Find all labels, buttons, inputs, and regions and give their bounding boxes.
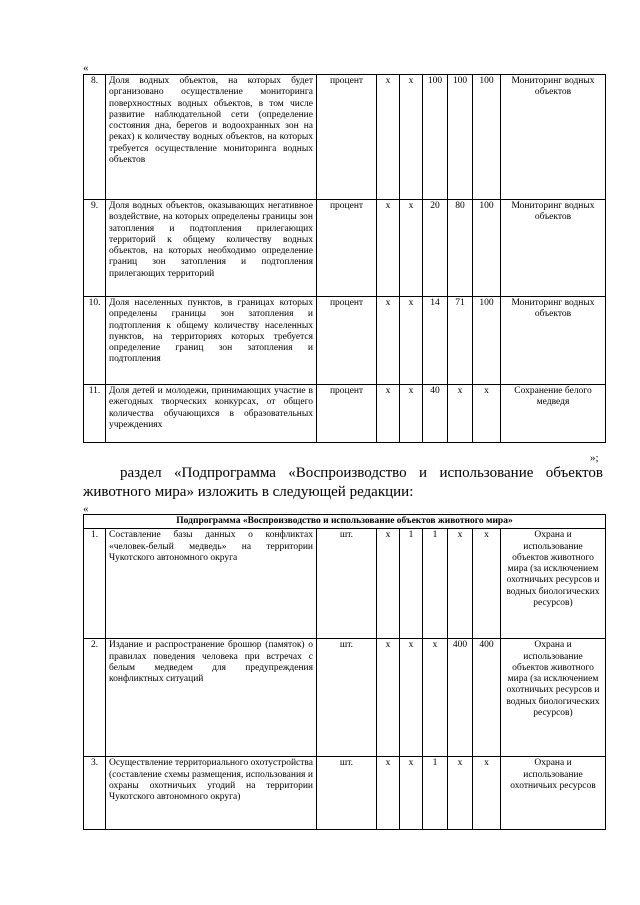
value-cell: х — [400, 757, 423, 830]
value-cell: 100 — [473, 200, 501, 297]
indicator-name: Издание и распространение брошюр (памяток) о правилах поведения человека при встречах с белым медведем для предупреждения конфликтных ситуаций — [106, 639, 317, 757]
event-cell: Мониторинг водных объектов — [501, 297, 606, 385]
value-cell: х — [377, 757, 400, 830]
value-cell: х — [400, 75, 423, 200]
row-number: 11. — [84, 385, 106, 443]
value-cell: х — [400, 297, 423, 385]
value-cell: 14 — [423, 297, 448, 385]
row-number: 10. — [84, 297, 106, 385]
value-cell: 100 — [423, 75, 448, 200]
value-cell: х — [377, 200, 400, 297]
value-cell: 1 — [400, 529, 423, 639]
value-cell: х — [377, 529, 400, 639]
unit-cell: процент — [317, 297, 377, 385]
value-cell: х — [400, 385, 423, 443]
unit-cell: процент — [317, 75, 377, 200]
subprogram-header: Подпрограмма «Воспроизводство и использование объектов животного мира» — [84, 515, 606, 529]
value-cell: 400 — [473, 639, 501, 757]
event-cell: Охрана и использование объектов животного мира (за исключением охотничьих ресурсов и водных биологических ресурсов) — [501, 639, 606, 757]
value-cell: 100 — [473, 75, 501, 200]
indicator-name: Доля населенных пунктов, в границах которых определены границы зон затопления и подтопления к общему количеству населенных пунктов, на территориях которых требуется определение границ зон затопления и подтопления — [106, 297, 317, 385]
unit-cell: процент — [317, 200, 377, 297]
value-cell: х — [423, 639, 448, 757]
value-cell: 20 — [423, 200, 448, 297]
value-cell: х — [448, 757, 473, 830]
value-cell: х — [377, 639, 400, 757]
table-row — [84, 529, 606, 639]
value-cell: х — [377, 297, 400, 385]
instruction-paragraph: раздел «Подпрограмма «Воспроизводство и использование объектов животного мира» изложить в следующей редакции: — [83, 465, 603, 500]
opening-quote: « — [83, 62, 89, 74]
row-number: 8. — [84, 75, 106, 200]
opening-quote-2: « — [83, 503, 89, 515]
table-row — [84, 297, 606, 385]
event-cell: Охрана и использование объектов животного мира (за исключением охотничьих ресурсов и водных биологических ресурсов) — [501, 529, 606, 639]
event-cell: Охрана и использование охотничьих ресурсов — [501, 757, 606, 830]
value-cell: х — [400, 639, 423, 757]
table-row — [84, 75, 606, 200]
value-cell: х — [473, 529, 501, 639]
value-cell: 40 — [423, 385, 448, 443]
value-cell: х — [448, 385, 473, 443]
table-row — [84, 385, 606, 443]
unit-cell: процент — [317, 385, 377, 443]
row-number: 2. — [84, 639, 106, 757]
row-number: 1. — [84, 529, 106, 639]
indicator-name: Доля детей и молодежи, принимающих участие в ежегодных творческих конкурсах, от общего количества обучающихся в образовательных учреждениях — [106, 385, 317, 443]
value-cell: х — [473, 757, 501, 830]
value-cell: х — [448, 529, 473, 639]
indicator-name: Осуществление территориального охотустройства (составление схемы размещения, использования и охраны охотничьих угодий на территории Чукотского автономного округа) — [106, 757, 317, 830]
unit-cell: шт. — [317, 639, 377, 757]
value-cell: 100 — [448, 75, 473, 200]
value-cell: 400 — [448, 639, 473, 757]
value-cell: 100 — [473, 297, 501, 385]
indicator-name: Составление базы данных о конфликтах «человек-белый медведь» на территории Чукотского автономного округа — [106, 529, 317, 639]
value-cell: х — [377, 75, 400, 200]
event-cell: Мониторинг водных объектов — [501, 75, 606, 200]
value-cell: 71 — [448, 297, 473, 385]
value-cell: х — [473, 385, 501, 443]
value-cell: 80 — [448, 200, 473, 297]
value-cell: х — [400, 200, 423, 297]
indicator-name: Доля водных объектов, оказывающих негативное воздействие, на которых определены границы зон затопления и подтопления прилегающих территорий к общему количеству водных объектов, на которых необходимо определение границ зон затопления и подтопления прилегающих территорий — [106, 200, 317, 297]
unit-cell: шт. — [317, 757, 377, 830]
subprogram-table — [83, 514, 606, 830]
closing-quote: »; — [590, 452, 599, 464]
value-cell: х — [377, 385, 400, 443]
table-row — [84, 757, 606, 830]
row-number: 3. — [84, 757, 106, 830]
table-row — [84, 200, 606, 297]
event-cell: Мониторинг водных объектов — [501, 200, 606, 297]
value-cell: 1 — [423, 529, 448, 639]
monitoring-table — [83, 74, 606, 443]
table-row — [84, 639, 606, 757]
unit-cell: шт. — [317, 529, 377, 639]
row-number: 9. — [84, 200, 106, 297]
indicator-name: Доля водных объектов, на которых будет организовано осуществление мониторинга поверхностных водных объектов, в том числе развитие наблюдательной сети (определение состояния дна, берегов и водоохранных зон на реках) к количеству водных объектов, на которых требуется осуществление мониторинга водных объектов — [106, 75, 317, 200]
event-cell: Сохранение белого медведя — [501, 385, 606, 443]
value-cell: 1 — [423, 757, 448, 830]
